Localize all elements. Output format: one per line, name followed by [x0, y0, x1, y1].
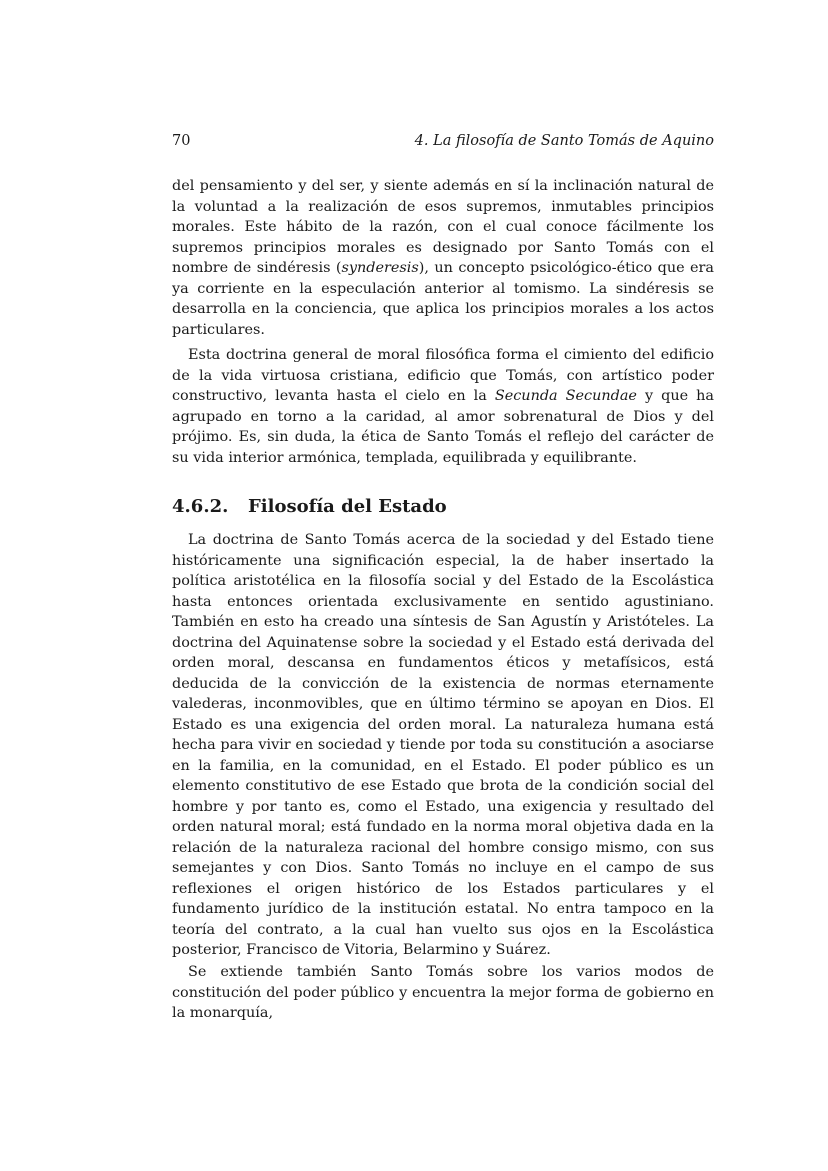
paragraph-sinderesis: [172, 176, 714, 340]
section-title: Filosofía del Estado: [248, 496, 447, 517]
paragraph-text: Se extiende también Santo Tomás sobre los varios modos de constitución del poder público y encuentra la mejor forma de gobierno en la monarquía,: [172, 964, 714, 1021]
paragraph-moral-doctrine: [172, 345, 714, 468]
paragraph-text: Esta doctrina general de moral filosófica forma el cimiento del edificio de la vida virtuosa cristiana, edificio que Tomás, con artístico poder constructivo, levanta hasta el cielo en la Secunda Secundae y que ha agrupado en torno a la caridad, al amor sobrenatural de Dios y del prójimo. Es, sin duda, la ética de Santo Tomás el reflejo del carácter de su vida interior armónica, templada, equilibrada y equilibrante.: [172, 347, 714, 466]
paragraph-text: del pensamiento y del ser, y siente además en sí la inclinación natural de la voluntad a la realización de esos supremos, inmutables principios morales. Este hábito de la razón, con el cual conoce fácilmente los supremos principios morales es designado por Santo Tomás con el nombre de sindéresis (synderesis), un concepto psicológico-ético que era ya corriente en la especulación anterior al tomismo. La sindéresis se desarrolla en la conciencia, que aplica los principios morales a los actos particulares.: [172, 178, 714, 338]
running-title: 4. La filosofía de Santo Tomás de Aquino: [414, 133, 714, 149]
paragraph-estado: [172, 530, 714, 961]
section-number: 4.6.2.: [172, 496, 229, 517]
paragraph-poder-publico: [172, 962, 714, 1024]
page-number: 70: [172, 133, 191, 149]
latin-term: synderesis: [341, 260, 419, 276]
work-title: Secunda Secundae: [494, 388, 637, 404]
running-header: [172, 133, 714, 155]
section-heading: [172, 495, 447, 519]
paragraph-text: La doctrina de Santo Tomás acerca de la sociedad y del Estado tiene históricamente una significación especial, la de haber insertado la política aristotélica en la filosofía social y del Estado de la Escolástica hasta entonces orientada exclusivamente en sentido agustiniano. También en esto ha creado una síntesis de San Agustín y Aristóteles. La doctrina del Aquinatense sobre la sociedad y el Estado está derivada del orden moral, descansa en fundamentos éticos y metafísicos, está deducida de la convicción de la existencia de normas eternamente valederas, inconmovibles, que en último término se apoyan en Dios. El Estado es una exigencia del orden moral. La naturaleza humana está hecha para vivir en sociedad y tiende por toda su constitución a asociarse en la familia, en la comunidad, en el Estado. El poder público es un elemento constitutivo de ese Estado que brota de la condición social del hombre y por tanto es, como el Estado, una exigencia y resultado del orden natural moral; está fundado en la norma moral objetiva dada en la relación de la naturaleza racional del hombre consigo mismo, con sus semejantes y con Dios. Santo Tomás no incluye en el campo de sus reflexiones el origen histórico de los Estados particulares y el fundamento jurídico de la institución estatal. No entra tampoco en la teoría del contrato, a la cual han vuelto sus ojos en la Escolástica posterior, Francisco de Vitoria, Belarmino y Suárez.: [172, 532, 714, 958]
